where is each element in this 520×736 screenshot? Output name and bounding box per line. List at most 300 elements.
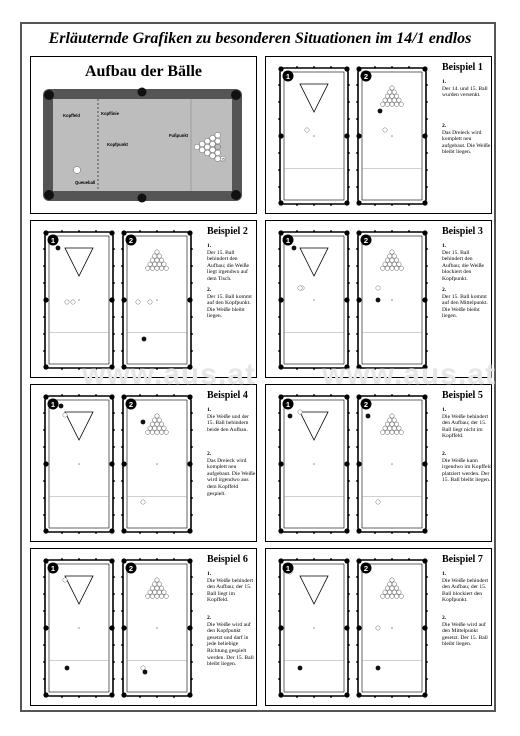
setup-rack-ball: [210, 141, 216, 147]
rack-ball: [157, 590, 161, 594]
diamond: [156, 532, 158, 533]
rack-ball: [390, 258, 394, 262]
pocket: [356, 200, 361, 205]
diamond: [426, 152, 427, 154]
diamond: [191, 248, 192, 250]
example-step: [442, 287, 492, 320]
diamond: [278, 480, 279, 482]
cue-ball: [141, 500, 145, 504]
ball-15: [292, 246, 297, 251]
diamond: [408, 66, 410, 67]
rack-ball: [150, 258, 154, 262]
diamond: [43, 333, 44, 335]
diamond: [356, 101, 357, 103]
example-step: [442, 571, 492, 604]
setup-rack-ball: [194, 144, 200, 150]
rack-ball: [383, 262, 387, 266]
diamond: [356, 678, 357, 680]
step-badge-number: 2: [128, 563, 134, 573]
diamond: [278, 497, 279, 499]
diamond: [43, 644, 44, 646]
diamond: [191, 350, 192, 352]
diamond: [78, 558, 80, 559]
step-badge-number: 2: [128, 399, 134, 409]
example-title: Beispiel 1: [442, 62, 483, 73]
diamond: [374, 368, 376, 369]
rack-ball: [152, 426, 156, 430]
diamond: [61, 394, 63, 395]
pocket: [422, 692, 427, 697]
pocket: [422, 625, 427, 630]
diamond: [313, 558, 315, 559]
pocket: [278, 297, 283, 302]
ball-15: [298, 666, 303, 671]
rack-ball: [394, 422, 398, 426]
step-text: Die Weiße wird auf den Mittelpunkt gesetzt. Der 15. Ball bleibt liegen.: [442, 621, 488, 648]
example-panel-ex5: [265, 384, 492, 542]
example-step: [442, 615, 492, 648]
setup-rack-ball: [205, 144, 211, 150]
table-diagram: [43, 230, 114, 369]
diamond: [278, 446, 279, 448]
step-text: Die Weiße wird auf den Kopfpunkt gesetzt und darf in jede beliebige Richtung gespielt werden. Der 15. Ball bleibt liegen.: [207, 621, 254, 668]
pocket: [356, 558, 361, 563]
example-tables: [31, 549, 203, 707]
diamond: [78, 394, 80, 395]
diamond: [278, 412, 279, 414]
label-queueball: Queueball: [75, 180, 96, 185]
pocket: [422, 200, 427, 205]
pocket: [344, 200, 349, 205]
cue-ball: [71, 300, 75, 304]
step-badge-number: 1: [50, 563, 56, 573]
pocket: [356, 297, 361, 302]
rack-ball: [159, 422, 163, 426]
rack-ball: [159, 258, 163, 262]
diamond: [43, 497, 44, 499]
diamond: [121, 610, 122, 612]
diamond: [278, 514, 279, 516]
diamond: [426, 446, 427, 448]
rack-ball: [385, 586, 389, 590]
pocket: [356, 133, 361, 138]
diamond: [61, 368, 63, 369]
center-spot: [391, 627, 393, 629]
diamond: [426, 610, 427, 612]
cue-ball: [63, 413, 67, 417]
diamond: [330, 558, 332, 559]
diamond: [348, 316, 349, 318]
pocket: [43, 394, 48, 399]
diamond: [374, 204, 376, 205]
pocket: [356, 461, 361, 466]
rack-ball: [155, 266, 159, 270]
rack-ball: [148, 590, 152, 594]
example-title: Beispiel 4: [207, 390, 248, 401]
diamond: [139, 696, 141, 697]
pocket: [356, 66, 361, 71]
diamond: [391, 368, 393, 369]
pocket: [121, 692, 126, 697]
example-step: [442, 451, 492, 484]
diamond: [43, 429, 44, 431]
center-spot: [156, 463, 158, 465]
pocket: [422, 66, 427, 71]
pocket: [109, 558, 114, 563]
diamond: [113, 576, 114, 578]
diamond: [121, 576, 122, 578]
step-number: 2.: [207, 287, 212, 293]
diamond: [330, 204, 332, 205]
diamond: [78, 230, 80, 231]
pocket: [121, 528, 126, 533]
diamond: [191, 610, 192, 612]
diamond: [313, 66, 315, 67]
example-step: [442, 243, 492, 283]
rack-ball: [385, 430, 389, 434]
diamond: [348, 446, 349, 448]
pocket: [109, 364, 114, 369]
diamond: [426, 118, 427, 120]
diamond: [121, 678, 122, 680]
center-spot: [313, 463, 315, 465]
pocket: [344, 364, 349, 369]
diamond: [191, 593, 192, 595]
example-tables: [266, 221, 438, 379]
step-number: 1.: [207, 571, 212, 577]
step-number: 2.: [207, 615, 212, 621]
rack-ball: [157, 418, 161, 422]
diamond: [348, 186, 349, 188]
step-text: Der 14. und 15. Ball wurden versenkt.: [442, 85, 488, 99]
rack-ball: [392, 582, 396, 586]
step-badge-number: 1: [285, 563, 291, 573]
pocket: [187, 394, 192, 399]
diamond: [121, 661, 122, 663]
diamond: [278, 84, 279, 86]
center-spot: [391, 463, 393, 465]
center-spot: [156, 299, 158, 301]
example-step: [207, 243, 257, 283]
rack-ball: [155, 586, 159, 590]
diamond: [278, 118, 279, 120]
pocket: [356, 692, 361, 697]
diamond: [348, 497, 349, 499]
pocket: [109, 461, 114, 466]
step-number: 2.: [442, 451, 447, 457]
diamond: [61, 532, 63, 533]
rack-ball: [162, 426, 166, 430]
pocket: [344, 66, 349, 71]
diamond: [313, 204, 315, 205]
cue-ball: [74, 167, 81, 174]
diamond: [278, 101, 279, 103]
diamond: [78, 696, 80, 697]
diamond: [43, 412, 44, 414]
diamond: [356, 282, 357, 284]
diamond: [191, 446, 192, 448]
step-number: 1.: [442, 79, 447, 85]
rack-ball: [392, 98, 396, 102]
center-spot: [391, 135, 393, 137]
ball-15: [143, 670, 148, 675]
diamond: [426, 514, 427, 516]
pocket: [344, 528, 349, 533]
diamond: [426, 644, 427, 646]
table-diagram: [278, 394, 349, 533]
step-number: 1.: [207, 407, 212, 413]
rack-ball: [159, 594, 163, 598]
center-spot: [78, 463, 80, 465]
rack-ball: [155, 422, 159, 426]
diamond: [173, 696, 175, 697]
example-tables: [266, 549, 438, 707]
diamond: [426, 101, 427, 103]
pocket: [121, 364, 126, 369]
pocket: [109, 625, 114, 630]
pocket: [187, 625, 192, 630]
diamond: [113, 644, 114, 646]
pocket: [187, 692, 192, 697]
rack-ball: [152, 262, 156, 266]
pocket: [109, 528, 114, 533]
setup-panel: [30, 56, 257, 214]
diamond: [356, 84, 357, 86]
rack-ball: [150, 586, 154, 590]
table-diagram: [278, 66, 349, 205]
rack-ball: [162, 262, 166, 266]
diamond: [43, 480, 44, 482]
diamond: [356, 429, 357, 431]
table-diagram: [356, 66, 427, 205]
diamond: [278, 593, 279, 595]
diamond: [330, 394, 332, 395]
rack-ball: [394, 94, 398, 98]
pocket: [43, 461, 48, 466]
pocket: [109, 692, 114, 697]
diamond: [313, 394, 315, 395]
pocket: [344, 230, 349, 235]
example-step: [442, 79, 492, 99]
pocket: [278, 364, 283, 369]
rack-ball: [397, 262, 401, 266]
pocket: [121, 625, 126, 630]
diamond: [348, 118, 349, 120]
rack-ball: [155, 250, 159, 254]
pocket: [121, 394, 126, 399]
diamond: [426, 497, 427, 499]
example-panel-ex1: [265, 56, 492, 214]
diamond: [426, 576, 427, 578]
rack-ball: [399, 594, 403, 598]
pocket: [278, 528, 283, 533]
rack-ball: [159, 266, 163, 270]
diamond: [43, 610, 44, 612]
diamond: [356, 169, 357, 171]
ball-15: [378, 109, 383, 114]
diamond: [113, 350, 114, 352]
diamond: [173, 558, 175, 559]
diamond: [113, 282, 114, 284]
diamond: [356, 118, 357, 120]
cue-ball: [141, 666, 145, 670]
diamond: [313, 230, 315, 231]
diamond: [313, 368, 315, 369]
pocket: [356, 528, 361, 533]
center-spot: [313, 135, 315, 137]
diamond: [95, 696, 97, 697]
rack-ball: [390, 102, 394, 106]
pocket: [43, 297, 48, 302]
diamond: [296, 532, 298, 533]
diamond: [139, 394, 141, 395]
center-spot: [78, 299, 80, 301]
rack-ball: [399, 430, 403, 434]
step-text: Die Weiße behindert den Aufbau; der 15. Ball liegt im Kopffeld.: [207, 577, 254, 604]
setup-rack-ball: [210, 135, 216, 141]
rack-ball: [385, 102, 389, 106]
rack-ball: [390, 266, 394, 270]
rack-ball: [397, 590, 401, 594]
diamond: [348, 84, 349, 86]
diamond: [156, 696, 158, 697]
rack-ball: [155, 430, 159, 434]
diamond: [426, 316, 427, 318]
example-title: Beispiel 6: [207, 554, 248, 565]
diamond: [113, 446, 114, 448]
setup-rack-ball: [215, 138, 221, 144]
table-diagram: [356, 558, 427, 697]
diamond: [408, 558, 410, 559]
step-number: 1.: [442, 243, 447, 249]
diamond: [356, 412, 357, 414]
diamond: [173, 532, 175, 533]
diamond: [121, 644, 122, 646]
pocket: [44, 90, 54, 100]
pocket: [187, 461, 192, 466]
diamond: [113, 514, 114, 516]
step-text: Die Weiße und der 15. Ball behindern beide den Aufbau.: [207, 413, 249, 433]
pocket: [44, 190, 54, 200]
rack-ball: [387, 426, 391, 430]
diamond: [296, 66, 298, 67]
diamond: [43, 265, 44, 267]
diamond: [374, 696, 376, 697]
diamond: [296, 230, 298, 231]
diamond: [113, 678, 114, 680]
diamond: [348, 610, 349, 612]
rack-ball: [390, 586, 394, 590]
diamond: [139, 230, 141, 231]
diamond: [356, 576, 357, 578]
cue-ball: [298, 410, 302, 414]
pocket: [43, 692, 48, 697]
diamond: [426, 169, 427, 171]
rack-ball: [399, 266, 403, 270]
rack-ball: [383, 590, 387, 594]
diamond: [113, 248, 114, 250]
diamond: [43, 248, 44, 250]
diamond: [356, 316, 357, 318]
rack-ball: [387, 254, 391, 258]
rack-ball: [146, 266, 150, 270]
cue-ball: [148, 300, 152, 304]
pocket: [138, 194, 147, 203]
diamond: [356, 265, 357, 267]
rack-ball: [381, 594, 385, 598]
diamond: [191, 333, 192, 335]
diamond: [356, 248, 357, 250]
diamond: [313, 532, 315, 533]
diamond: [356, 661, 357, 663]
diamond: [278, 576, 279, 578]
center-spot: [391, 299, 393, 301]
center-spot: [313, 627, 315, 629]
center-spot: [156, 627, 158, 629]
step-text: Der 15. Ball behindert den Aufbau; die Weiße liegt irgendwo auf dem Tisch.: [207, 249, 250, 282]
setup-rack-ball: [215, 150, 221, 156]
rack-ball: [392, 254, 396, 258]
step-number: 2.: [442, 287, 447, 293]
rack-ball: [385, 422, 389, 426]
pocket: [231, 90, 241, 100]
diamond: [348, 661, 349, 663]
diamond: [78, 532, 80, 533]
diamond: [330, 66, 332, 67]
cue-ball: [376, 500, 380, 504]
rack-ball: [159, 586, 163, 590]
diamond: [191, 497, 192, 499]
rack-ball: [385, 594, 389, 598]
diamond: [426, 678, 427, 680]
diamond: [191, 429, 192, 431]
diamond: [121, 593, 122, 595]
setup-rack-ball: [205, 138, 211, 144]
ball-15: [56, 246, 61, 251]
pocket: [278, 133, 283, 138]
rack-ball: [390, 414, 394, 418]
diamond: [78, 368, 80, 369]
example-title: Beispiel 5: [442, 390, 483, 401]
rack-ball: [394, 594, 398, 598]
setup-rack-ball: [215, 156, 221, 162]
rack-ball: [392, 426, 396, 430]
rack-ball: [394, 430, 398, 434]
diamond: [374, 230, 376, 231]
rack-ball: [157, 582, 161, 586]
diamond: [278, 678, 279, 680]
diamond: [356, 593, 357, 595]
example-step: [207, 287, 257, 320]
rack-ball: [155, 414, 159, 418]
diamond: [348, 429, 349, 431]
ball-15: [376, 666, 381, 671]
page: [20, 22, 496, 712]
ball-15: [142, 337, 147, 342]
diamond: [95, 532, 97, 533]
label-kopffeld: Kopffeld: [63, 113, 80, 118]
pocket: [43, 364, 48, 369]
diamond: [95, 368, 97, 369]
diamond: [408, 696, 410, 697]
step-text: Die Weiße behindert den Aufbau; der 15. Ball blockiert den Kopfpunkt.: [442, 577, 489, 604]
pocket: [187, 528, 192, 533]
diamond: [278, 350, 279, 352]
diamond: [121, 497, 122, 499]
diamond: [61, 558, 63, 559]
diamond: [296, 696, 298, 697]
rack-ball: [152, 590, 156, 594]
